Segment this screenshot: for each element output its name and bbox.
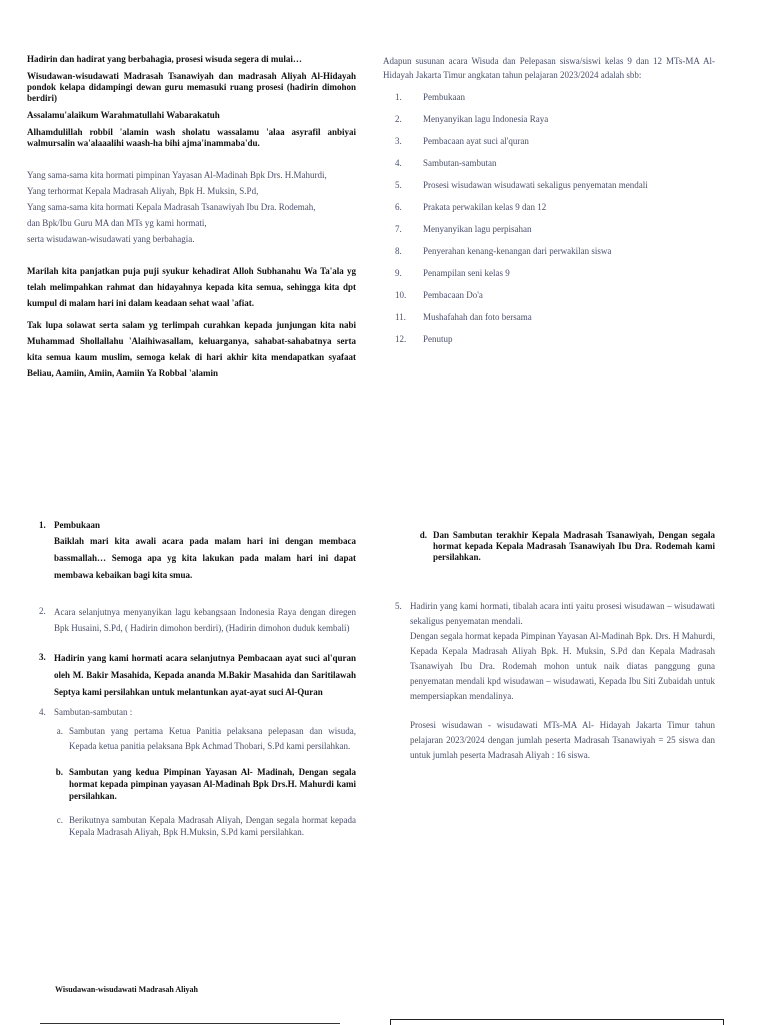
agenda-intro: Adapun susunan acara Wisuda dan Pelepasan siswa/siswi kelas 9 dan 12 MTs-MA Al-Hidayah Jakarta Timur angkatan tahun pelajaran 2023/2024 adalah sbb: bbox=[383, 56, 715, 80]
agenda-number: 4. bbox=[395, 158, 402, 168]
agenda-item bbox=[383, 90, 715, 112]
sub-text: Sambutan yang pertama Ketua Panitia pelaksana pelepasan dan wisuda, Kepada ketua panitia pelaksana Bpk Achmad Thobari, S.Pd kami persilahkan. bbox=[69, 726, 356, 751]
sub-number: a. bbox=[56, 726, 63, 736]
paragraph-hamdalah: Alhamdulillah robbil 'alamin wash sholatu wassalamu 'alaa asyrafil anbiyai walmursalin wa'alaaalihi waash-ha bihi ajma'inammaba'du. bbox=[27, 127, 356, 148]
paragraph-salam: Assalamu'alaikum Warahmatullahi Wabarakatuh bbox=[27, 110, 220, 120]
procession-instructions: Dengan segala hormat kepada Pimpinan Yayasan Al-Madinah Bpk. Drs. H Mahurdi, Kepada Kepala Madrasah Aliyah Bpk. H. Muksin, S.Pd dan Kepala Madrasah Tsanawiyah Ibu Dra. Rodemah mohon untuk naik diatas panggung guna penyematan mendali kpd wisudawan – wisudawati, Kepada Ibu Siti Zubaidah untuk mempersiapkan mendalinya. bbox=[410, 631, 715, 701]
agenda-item bbox=[383, 288, 715, 310]
agenda-item bbox=[383, 200, 715, 222]
item-number: 2. bbox=[39, 606, 46, 616]
agenda-item bbox=[383, 178, 715, 200]
greeting-line: dan Bpk/Ibu Guru MA dan MTs yg kami hormati, bbox=[27, 218, 207, 228]
agenda-number: 3. bbox=[395, 136, 402, 146]
agenda-list bbox=[383, 90, 715, 354]
table-edge bbox=[390, 1019, 724, 1025]
agenda-number: 9. bbox=[395, 268, 402, 278]
agenda-text: Penutup bbox=[423, 334, 453, 344]
agenda-text: Mushafahah dan foto bersama bbox=[423, 312, 532, 322]
greeting-line: serta wisudawan-wisudawati yang berbahagia. bbox=[27, 234, 195, 244]
agenda-item bbox=[383, 244, 715, 266]
agenda-text: Pembacaan Do'a bbox=[423, 290, 483, 300]
agenda-number: 2. bbox=[395, 114, 402, 124]
agenda-item bbox=[383, 222, 715, 244]
item-title: Sambutan-sambutan : bbox=[54, 707, 133, 717]
item-title: Pembukaan bbox=[54, 520, 101, 530]
agenda-number: 7. bbox=[395, 224, 402, 234]
item-number: 3. bbox=[39, 652, 46, 662]
speech-b bbox=[27, 766, 356, 802]
agenda-text: Pembukaan bbox=[423, 92, 465, 102]
program-item-opening bbox=[27, 518, 356, 584]
agenda-section bbox=[383, 54, 715, 354]
program-item-procession bbox=[383, 599, 715, 629]
agenda-number: 11. bbox=[395, 312, 406, 322]
greeting-line: Yang terhormat Kepala Madrasah Aliyah, Bpk H. Muksin, S.Pd, bbox=[27, 186, 259, 196]
sub-text: Dan Sambutan terakhir Kepala Madrasah Tsanawiyah, Dengan segala hormat kepada Kepala Madrasah Tsanawiyah Ibu Dra. Rodemah kami persilahkan. bbox=[433, 530, 715, 562]
agenda-text: Penyerahan kenang-kenangan dari perwakilan siswa bbox=[423, 246, 612, 256]
agenda-item bbox=[383, 156, 715, 178]
program-item-speeches bbox=[27, 705, 356, 720]
item-body: Hadirin yang kami hormati acara selanjutnya Pembacaan ayat suci al'quran oleh M. Bakir Masahida, Kepada ananda M.Bakir Masahida dan Saritilawah Septya kami persilahkan untuk melantunkan ayat-ayat suci Al-Quran bbox=[54, 653, 356, 697]
paragraph-procession: Wisudawan-wisudawati Madrasah Tsanawiyah dan madrasah Aliyah Al-Hidayah pondok kelapa didampingi dewan guru memasuki ruang prosesi (hadirin dimohon berdiri) bbox=[27, 71, 356, 103]
paragraph-opening: Hadirin dan hadirat yang berbahagia, prosesi wisuda segera di mulai… bbox=[27, 54, 302, 64]
item-body: Acara selanjutnya menyanyikan lagu kebangsaan Indonesia Raya dengan diregen Bpk Husaini, S.Pd, ( Hadirin dimohon berdiri), (Hadirin dimohon duduk kembali) bbox=[54, 607, 356, 633]
agenda-number: 10. bbox=[395, 290, 407, 300]
agenda-number: 8. bbox=[395, 246, 402, 256]
sub-number: b. bbox=[55, 767, 63, 777]
agenda-text: Prakata perwakilan kelas 9 dan 12 bbox=[423, 202, 547, 212]
program-details-left bbox=[27, 518, 356, 848]
agenda-item bbox=[383, 112, 715, 134]
agenda-item bbox=[383, 332, 715, 354]
opening-section bbox=[27, 54, 356, 387]
agenda-text: Sambutan-sambutan bbox=[423, 158, 497, 168]
item-number: 5. bbox=[395, 601, 402, 611]
item-body: Hadirin yang kami hormati, tibalah acara inti yaitu prosesi wisudawan – wisudawati sekaligus penyematan mendali. bbox=[410, 601, 715, 626]
sub-text: Sambutan yang kedua Pimpinan Yayasan Al- Madinah, Dengan segala hormat kepada pimpinan yayasan Al-Madinah Bpk Drs.H. Mahurdi kami persilahkan. bbox=[69, 767, 356, 801]
sub-number: d. bbox=[419, 530, 427, 540]
greeting-line: Yang sama-sama kita hormati pimpinan Yayasan Al-Madinah Bpk Drs. H.Mahurdi, bbox=[27, 170, 327, 180]
agenda-text: Penampilan seni kelas 9 bbox=[423, 268, 510, 278]
item-number: 4. bbox=[39, 707, 46, 717]
agenda-text: Menyanyikan lagu Indonesia Raya bbox=[423, 114, 549, 124]
paragraph-gratitude: Marilah kita panjatkan puja puji syukur kehadirat Alloh Subhanahu Wa Ta'ala yg telah melimpahkan rahmat dan hidayahnya kepada kita semua, sehingga kita dpt kumpul di malam hari ini dalam keadaan sehat waal 'afiat. bbox=[27, 266, 356, 308]
footer-caption: Wisudawan-wisudawati Madrasah Aliyah bbox=[55, 985, 198, 994]
paragraph-salawat: Tak lupa solawat serta salam yg terlimpah curahkan kepada junjungan kita nabi Muhammad Shollallahu 'Alaihiwasallam, keluarganya, sahabat-sahabatnya serta kita semua kaum muslim, semoga kelak di hari akhir kita mendapatkan syafaat Beliau, Aamiin, Amiin, Aamiin Ya Robbal 'alamin bbox=[27, 320, 356, 378]
speech-d bbox=[383, 530, 715, 563]
program-item-quran bbox=[27, 650, 356, 701]
agenda-text: Prosesi wisudawan wisudawati sekaligus penyematan mendali bbox=[423, 180, 648, 190]
program-details-right bbox=[383, 530, 715, 763]
item-body: Baiklah mari kita awali acara pada malam hari ini dengan membaca bassmallah… Semoga apa yg kita lakukan pada malam hari ini dapat membawa kebaikan bagi kita smua. bbox=[54, 536, 356, 580]
agenda-number: 6. bbox=[395, 202, 402, 212]
speech-c bbox=[27, 814, 356, 838]
sub-text: Berikutnya sambutan Kepala Madrasah Aliyah, Dengan segala hormat kepada Kepala Madrasah Aliyah, Bpk H.Muksin, S.Pd kami persilahkan. bbox=[69, 815, 356, 837]
agenda-item bbox=[383, 310, 715, 332]
agenda-number: 5. bbox=[395, 180, 402, 190]
agenda-text: Menyanyikan lagu perpisahan bbox=[423, 224, 532, 234]
greeting-line: Yang sama-sama kita hormati Kepala Madrasah Tsanawiyah Ibu Dra. Rodemah, bbox=[27, 202, 316, 212]
agenda-item bbox=[383, 266, 715, 288]
sub-number: c. bbox=[56, 815, 63, 825]
agenda-number: 12. bbox=[395, 334, 407, 344]
greetings-list bbox=[27, 167, 356, 247]
agenda-number: 1. bbox=[395, 92, 402, 102]
speech-a bbox=[27, 724, 356, 754]
agenda-text: Pembacaan ayat suci al'quran bbox=[423, 136, 529, 146]
program-item-anthem bbox=[27, 604, 356, 636]
procession-participants: Prosesi wisudawan - wisudawati MTs-MA Al- Hidayah Jakarta Timur tahun pelajaran 2023/2024 dengan jumlah peserta Madrasah Tsanawiyah = 25 siswa dan untuk jumlah peserta Madrasah Aliyah : 16 siswa. bbox=[410, 720, 715, 760]
agenda-item bbox=[383, 134, 715, 156]
item-number: 1. bbox=[39, 520, 46, 530]
